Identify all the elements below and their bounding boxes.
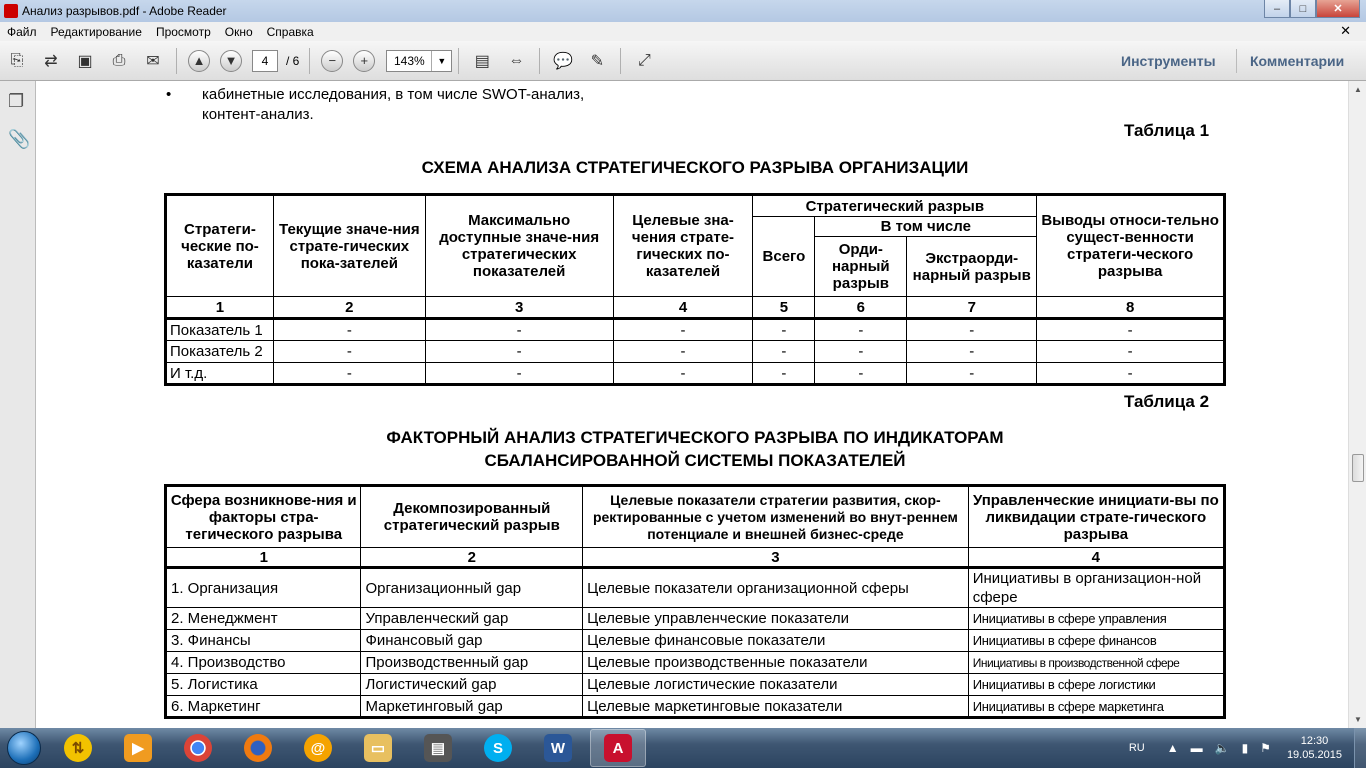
t1-cell: - (753, 363, 815, 385)
create-pdf-icon[interactable]: ⎘ (10, 51, 24, 69)
t1-cell: - (753, 341, 815, 363)
table-row (166, 363, 1225, 385)
chevron-down-icon[interactable]: ▼ (431, 51, 451, 71)
clock-date: 19.05.2015 (1286, 749, 1342, 761)
print-icon[interactable]: ⎙ (112, 51, 126, 69)
page-total: / 6 (286, 53, 300, 68)
zoom-select[interactable] (386, 50, 452, 72)
t2-col-number: 3 (583, 548, 969, 568)
t2-cell: Маркетинговый gap (361, 696, 583, 718)
table-row (166, 630, 1225, 652)
mail-agent-icon: @ (304, 734, 332, 762)
t1-cell: - (815, 341, 907, 363)
taskbar-app-skype[interactable] (470, 729, 526, 767)
menu-help[interactable]: Справка (266, 24, 314, 39)
t1-header-current: Текущие значе-ния страте-гических пока-зателей (273, 195, 425, 297)
t1-row-label: Показатель 2 (166, 341, 274, 363)
skype-icon: S (484, 734, 512, 762)
menu-file[interactable]: Файл (7, 24, 37, 39)
notification-icon[interactable]: ⚑ (1260, 741, 1271, 755)
t1-col-number: 7 (907, 297, 1037, 319)
zoom-value: 143% (393, 53, 425, 68)
adobe-reader-icon (4, 4, 18, 18)
taskbar-app-chrome[interactable] (170, 729, 226, 767)
tray-expand-icon[interactable]: ▲ (1166, 741, 1179, 755)
computer-icon: ▤ (424, 734, 452, 762)
t2-cell: 4. Производство (166, 652, 361, 674)
close-document-icon[interactable]: ✕ (1340, 23, 1351, 38)
document-view[interactable] (36, 81, 1348, 728)
t2-cell: 5. Логистика (166, 674, 361, 696)
previous-page-button[interactable]: ▲ (188, 50, 210, 72)
toolbar-separator (539, 48, 540, 74)
t2-col-number: 1 (166, 548, 361, 568)
t2-header-targets: Целевые показатели стратегии развития, скор-ректированные с учетом изменений во внут-реннем потенциале и внешней бизнес-среде (583, 486, 969, 548)
taskbar-app-remote[interactable] (410, 729, 466, 767)
page-number-input[interactable]: 4 (252, 50, 278, 72)
t2-header-gap: Декомпозированный стратегический разрыв (361, 486, 583, 548)
t2-cell: Целевые производственные показатели (583, 652, 969, 674)
taskbar (0, 728, 1366, 768)
taskbar-app-media[interactable] (110, 729, 166, 767)
navigation-panel (0, 81, 36, 728)
table2 (164, 484, 1226, 719)
toolbar-divider (1236, 49, 1237, 73)
highlight-icon[interactable]: ✎ (590, 52, 605, 70)
windows-orb-icon (7, 731, 41, 765)
table-row (166, 652, 1225, 674)
taskbar-app-download[interactable] (50, 729, 106, 767)
scroll-thumb[interactable] (1352, 454, 1364, 482)
table2-heading-line1: ФАКТОРНЫЙ АНАЛИЗ СТРАТЕГИЧЕСКОГО РАЗРЫВА ПО ИНДИКАТОРАМ (386, 428, 1004, 447)
toolbar-separator (458, 48, 459, 74)
close-button[interactable]: ✕ (1316, 0, 1360, 18)
t1-header-max: Максимально доступные значе-ния стратегических показателей (425, 195, 613, 297)
t1-cell: - (907, 363, 1037, 385)
bullet-dot: • (166, 86, 172, 103)
acrobat-icon: A (604, 734, 632, 762)
menu-edit[interactable]: Редактирование (50, 24, 142, 39)
save-icon[interactable]: ▣ (77, 52, 93, 70)
t1-header-gap: Стратегический разрыв (753, 195, 1037, 217)
media-player-icon: ▶ (124, 734, 152, 762)
t1-cell: - (1037, 319, 1225, 341)
t2-col-number: 2 (361, 548, 583, 568)
t2-cell: Целевые логистические показатели (583, 674, 969, 696)
vertical-scrollbar[interactable] (1348, 81, 1366, 728)
t2-header-initiatives: Управленческие инициати-вы по ликвидации страте-гического разрыва (968, 486, 1224, 548)
t1-header-conclusions: Выводы относи-тельно сущест-венности стратеги-ческого разрыва (1037, 195, 1225, 297)
t1-header-target: Целевые зна-чения страте-гических по-казателей (613, 195, 753, 297)
t2-cell: Производственный gap (361, 652, 583, 674)
t1-header-extraordinary: Экстраорди-нарный разрыв (907, 237, 1037, 297)
t2-cell: Целевые показатели организационной сферы (583, 568, 969, 608)
t1-cell: - (1037, 363, 1225, 385)
table1-label: Таблица 1 (1124, 121, 1210, 140)
toolbar (0, 41, 1366, 81)
t2-cell: Инициативы в организацион-ной сфере (968, 568, 1224, 608)
table1 (164, 193, 1226, 386)
t1-header-including: В том числе (815, 217, 1037, 237)
table-row (166, 696, 1225, 718)
scroll-up-icon[interactable]: ▲ (1354, 85, 1362, 94)
t1-col-number: 3 (425, 297, 613, 319)
network-icon[interactable]: ▮ (1241, 741, 1249, 755)
tools-pane-link[interactable]: Инструменты (1121, 53, 1216, 69)
maximize-button[interactable]: □ (1290, 0, 1316, 18)
t1-cell: - (273, 319, 425, 341)
chrome-icon (184, 734, 212, 762)
t2-cell: Целевые финансовые показатели (583, 630, 969, 652)
convert-icon[interactable]: ⇄ (44, 52, 58, 70)
window-controls (1264, 0, 1360, 18)
fit-page-icon[interactable]: ▤ (474, 52, 490, 70)
table-row (166, 568, 1225, 608)
title-bar (0, 0, 1366, 22)
t1-col-number: 8 (1037, 297, 1225, 319)
t2-cell: Организационный gap (361, 568, 583, 608)
download-manager-icon: ⇅ (64, 734, 92, 762)
clock-time: 12:30 (1300, 735, 1329, 747)
table2-heading-line2: СБАЛАНСИРОВАННОЙ СИСТЕМЫ ПОКАЗАТЕЛЕЙ (484, 451, 906, 470)
t1-cell: - (907, 341, 1037, 363)
zoom-out-button[interactable]: − (321, 50, 343, 72)
table-row (166, 341, 1225, 363)
attachments-icon[interactable]: 📎 (8, 129, 31, 149)
menu-view[interactable]: Просмотр (155, 24, 211, 39)
page-thumbnails-icon[interactable]: ❐ (8, 91, 25, 111)
t1-row-label: И т.д. (166, 363, 274, 385)
t1-col-number: 5 (753, 297, 815, 319)
minimize-button[interactable]: – (1264, 0, 1290, 18)
t1-cell: - (273, 363, 425, 385)
table-row (166, 674, 1225, 696)
t2-cell: Логистический gap (361, 674, 583, 696)
t2-cell: 6. Маркетинг (166, 696, 361, 718)
start-button[interactable] (0, 728, 48, 768)
clock[interactable] (1287, 734, 1342, 762)
table-row (166, 608, 1225, 630)
scroll-down-icon[interactable]: ▼ (1354, 715, 1362, 724)
t1-cell: - (613, 319, 753, 341)
t2-cell: Финансовый gap (361, 630, 583, 652)
zoom-in-button[interactable]: + (353, 50, 375, 72)
t1-cell: - (815, 363, 907, 385)
word-icon: W (544, 734, 572, 762)
t2-cell: 2. Менеджмент (166, 608, 361, 630)
firefox-icon (244, 734, 272, 762)
table1-heading: СХЕМА АНАЛИЗА СТРАТЕГИЧЕСКОГО РАЗРЫВА ОРГАНИЗАЦИИ (421, 158, 969, 177)
t2-cell: Целевые управленческие показатели (583, 608, 969, 630)
t2-cell: Инициативы в сфере финансов (968, 630, 1224, 652)
t1-col-number: 6 (815, 297, 907, 319)
comment-icon[interactable]: 💬 (553, 52, 574, 70)
taskbar-app-explorer[interactable] (350, 729, 406, 767)
email-icon[interactable]: ✉ (146, 52, 160, 70)
t1-col-number: 1 (166, 297, 274, 319)
comments-pane-link[interactable]: Комментарии (1250, 53, 1345, 69)
table2-label: Таблица 2 (1124, 392, 1210, 411)
t1-cell: - (425, 319, 613, 341)
t2-cell: 3. Финансы (166, 630, 361, 652)
bullet-text-line2: контент-анализ. (202, 106, 314, 123)
fullscreen-icon[interactable]: ⤢ (637, 51, 651, 69)
t2-cell: 1. Организация (166, 568, 361, 608)
bullet-text-line1: кабинетные исследования, в том числе SWOT-анализ, (202, 86, 585, 103)
t2-cell: Инициативы в производственной сфере (968, 652, 1224, 674)
t1-header-indicators: Стратеги-ческие по-казатели (166, 195, 274, 297)
system-tray (1129, 728, 1366, 768)
toolbar-separator (309, 48, 310, 74)
t1-col-number: 2 (273, 297, 425, 319)
t2-cell: Управленческий gap (361, 608, 583, 630)
table-row (166, 319, 1225, 341)
fit-width-icon[interactable]: ⇔ (508, 51, 525, 69)
t1-cell: - (613, 341, 753, 363)
menu-window[interactable]: Окно (224, 24, 253, 39)
folder-icon: ▭ (364, 734, 392, 762)
t2-cell: Инициативы в сфере управления (968, 608, 1224, 630)
t2-cell: Инициативы в сфере логистики (968, 674, 1224, 696)
taskbar-app-word[interactable] (530, 729, 586, 767)
t1-cell: - (425, 363, 613, 385)
t1-cell: - (815, 319, 907, 341)
t1-cell: - (753, 319, 815, 341)
taskbar-app-acrobat[interactable] (590, 729, 646, 767)
pdf-page (36, 81, 1348, 728)
t2-header-sphere: Сфера возникнове-ния и факторы стра-тегического разрыва (166, 486, 361, 548)
t1-cell: - (273, 341, 425, 363)
t1-row-label: Показатель 1 (166, 319, 274, 341)
taskbar-app-firefox[interactable] (230, 729, 286, 767)
t1-cell: - (1037, 341, 1225, 363)
t1-cell: - (613, 363, 753, 385)
t2-col-number: 4 (968, 548, 1224, 568)
taskbar-app-mail[interactable] (290, 729, 346, 767)
volume-icon[interactable]: 🔈 (1214, 741, 1230, 755)
t1-header-ordinary: Орди-нарный разрыв (815, 237, 907, 297)
battery-icon[interactable]: ▬ (1190, 741, 1203, 755)
t2-cell: Инициативы в сфере маркетинга (968, 696, 1224, 718)
show-desktop-button[interactable] (1354, 728, 1366, 768)
toolbar-separator (620, 48, 621, 74)
toolbar-separator (176, 48, 177, 74)
t1-cell: - (425, 341, 613, 363)
t1-cell: - (907, 319, 1037, 341)
t1-col-number: 4 (613, 297, 753, 319)
t2-cell: Целевые маркетинговые показатели (583, 696, 969, 718)
next-page-button[interactable]: ▼ (220, 50, 242, 72)
language-indicator[interactable]: RU (1128, 742, 1145, 754)
t1-header-total: Всего (753, 217, 815, 297)
menu-bar (0, 22, 1366, 41)
window-title: Анализ разрывов.pdf - Adobe Reader (22, 4, 227, 18)
